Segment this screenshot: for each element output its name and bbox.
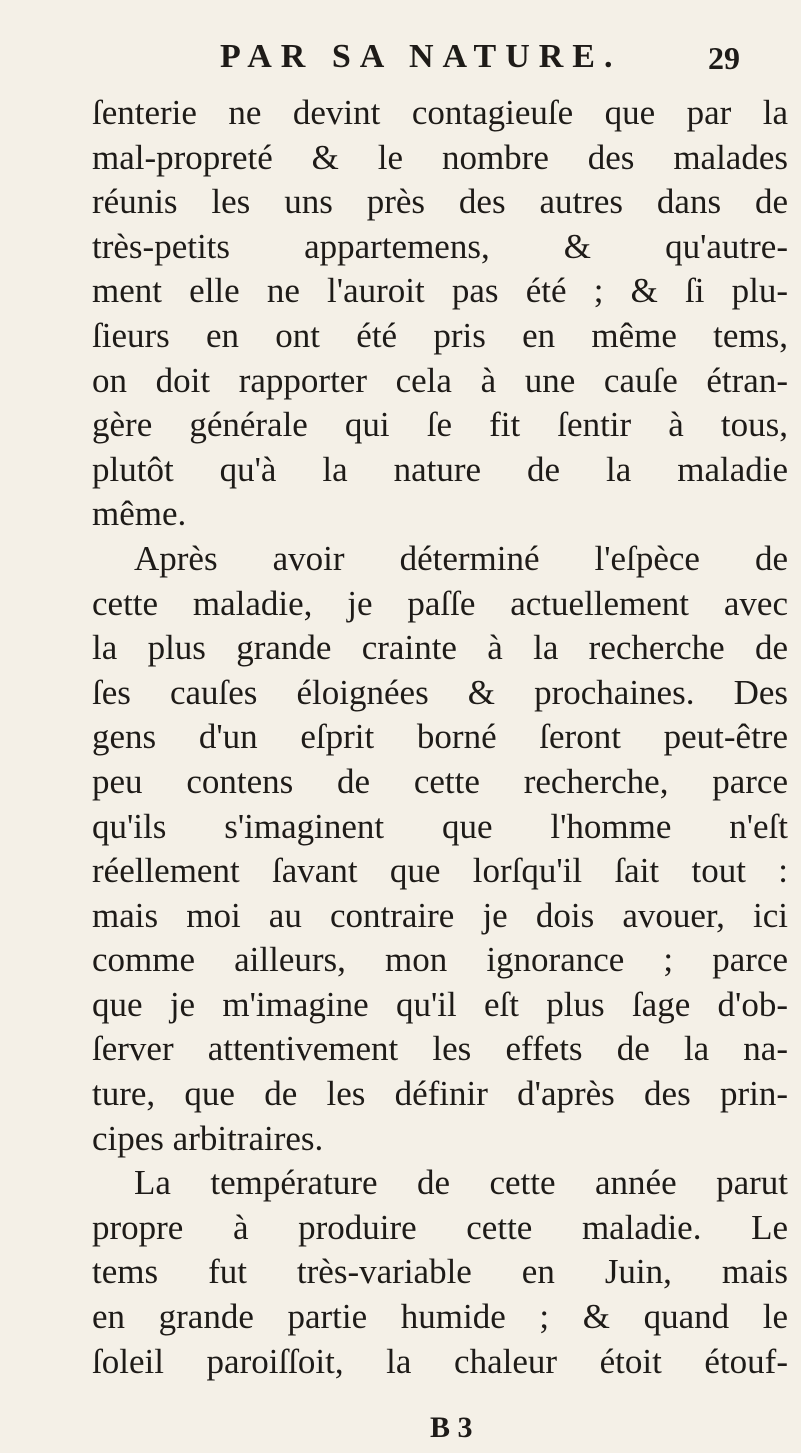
text-line: comme ailleurs, mon ignorance ; parce [92,940,788,980]
text-line: gens d'un eſprit borné ſeront peut-être [92,717,788,757]
paragraph-start-line: Après avoir déterminé l'eſpèce de [134,538,788,578]
body-text [92,91,788,1384]
text-line: ment elle ne l'auroit pas été ; & ſi plu- [92,271,788,311]
signature-mark: B 3 [430,1411,473,1444]
text-line: ſoleil paroiſſoit, la chaleur étoit étouf- [92,1341,788,1381]
text-line: réunis les uns près des autres dans de [92,182,788,222]
text-line: on doit rapporter cela à une cauſe étran- [92,360,788,400]
text-line: ture, que de les définir d'après des prin- [92,1074,788,1114]
text-line: la plus grande crainte à la recherche de [92,628,788,668]
text-line: même. [92,494,187,534]
paragraph-start-line: La température de cette année parut [134,1163,788,1203]
text-line: propre à produire cette maladie. Le [92,1207,788,1247]
running-title: PAR SA NATURE. [220,38,622,75]
text-line: mais moi au contraire je dois avouer, ici [92,895,788,935]
text-line: tems fut très-variable en Juin, mais [92,1252,788,1292]
text-line: qu'ils s'imaginent que l'homme n'eſt [92,806,788,846]
text-line: ſerver attentivement les effets de la na- [92,1029,788,1069]
text-line: gère générale qui ſe fit ſentir à tous, [92,405,788,445]
text-line: mal-propreté & le nombre des malades [92,137,788,177]
text-line: cipes arbitraires. [92,1118,324,1158]
text-line: que je m'imagine qu'il eſt plus ſage d'ob- [92,984,788,1024]
running-head [0,38,801,84]
text-line: peu contens de cette recherche, parce [92,761,788,801]
page-number: 29 [708,40,740,76]
text-line: ſenterie ne devint contagieuſe que par la [92,93,788,132]
text-line: en grande partie humide ; & quand le [92,1297,788,1337]
text-line: plutôt qu'à la nature de la maladie [92,449,788,489]
text-line: très-petits appartemens, & qu'autre- [92,226,788,266]
text-line: réellement ſavant que lorſqu'il ſait tout : [92,851,788,891]
text-line: ſes cauſes éloignées & prochaines. Des [92,672,788,712]
text-line: cette maladie, je paſſe actuellement avec [92,583,788,623]
text-line: ſieurs en ont été pris en même tems, [92,315,788,355]
